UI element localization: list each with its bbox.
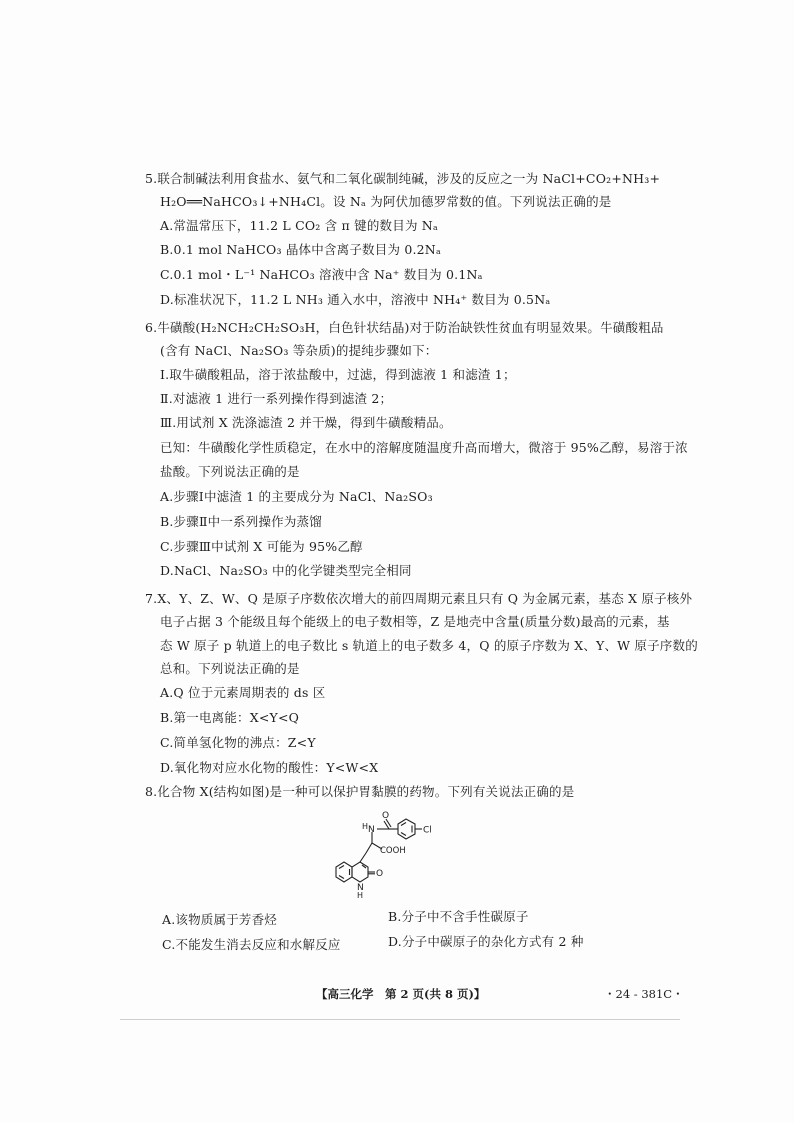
- q6-option-d: D.NaCl、Na₂SO₃ 中的化学键类型完全相同: [160, 563, 412, 578]
- q7-option-c: C.简单氢化物的沸点：Z<Y: [160, 735, 316, 750]
- ring-n-label: N: [357, 883, 364, 893]
- q6-step-2: Ⅱ.对滤液 1 进行一系列操作得到滤渣 2；: [160, 391, 393, 406]
- q6-stem-line1: 6.牛磺酸(H₂NCH₂CH₂SO₃H，白色针状结晶)对于防治缺铁性贫血有明显效果。牛磺酸粗品: [145, 320, 664, 335]
- q6-known-line1: 已知：牛磺酸化学性质稳定，在水中的溶解度随温度升高而增大，微溶于 95%乙醇，易溶于浓: [160, 440, 688, 455]
- page-divider: [120, 1019, 680, 1020]
- amide-h-label: H: [362, 822, 369, 831]
- q6-step-3: Ⅲ.用试剂 X 洗涤滤渣 2 并干燥，得到牛磺酸精品。: [160, 415, 452, 430]
- cooh-label: COOH: [380, 846, 406, 856]
- q5-option-d: D.标准状况下，11.2 L NH₃ 通入水中，溶液中 NH₄⁺ 数目为 0.5Nₐ: [160, 292, 551, 307]
- q6-known-line2: 盐酸。下列说法正确的是: [160, 464, 300, 479]
- q8-stem: 8.化合物 X(结构如图)是一种可以保护胃黏膜的药物。下列有关说法正确的是: [145, 784, 575, 799]
- q7-stem-line2: 电子占据 3 个能级且每个能级上的电子数相等，Z 是地壳中含量(质量分数)最高的元素，基: [160, 614, 670, 629]
- amide-o-label: O: [382, 811, 390, 821]
- cl-atom-label: Cl: [423, 825, 432, 836]
- page-footer-code: ・24 - 381C・: [604, 987, 684, 1001]
- compound-x-structure-diagram: [322, 808, 452, 900]
- q7-option-b: B.第一电离能：X<Y<Q: [160, 710, 300, 725]
- q7-stem-line4: 总和。下列说法正确的是: [160, 661, 300, 676]
- amide-n-label: N: [368, 825, 375, 835]
- q7-option-a: A.Q 位于元素周期表的 ds 区: [160, 685, 326, 700]
- q6-option-c: C.步骤Ⅲ中试剂 X 可能为 95%乙醇: [160, 539, 363, 554]
- q7-option-d: D.氧化物对应水化物的酸性：Y<W<X: [160, 760, 379, 775]
- q5-option-b: B.0.1 mol NaHCO₃ 晶体中含离子数目为 0.2Nₐ: [160, 242, 441, 257]
- q8-option-a: A.该物质属于芳香烃: [162, 912, 278, 927]
- q5-option-c: C.0.1 mol・L⁻¹ NaHCO₃ 溶液中含 Na⁺ 数目为 0.1Nₐ: [160, 267, 483, 282]
- q6-option-b: B.步骤Ⅱ中一系列操作为蒸馏: [160, 514, 322, 529]
- q5-option-a: A.常温常压下，11.2 L CO₂ 含 π 键的数目为 Nₐ: [160, 218, 438, 233]
- ring-h-label: H: [357, 891, 364, 900]
- q7-stem-line3: 态 W 原子 p 轨道上的电子数比 s 轨道上的电子数多 4，Q 的原子序数为 X、Y、W 原子序数的: [160, 638, 698, 653]
- q6-option-a: A.步骤Ⅰ中滤渣 1 的主要成分为 NaCl、Na₂SO₃: [160, 489, 433, 504]
- q6-step-1: Ⅰ.取牛磺酸粗品，溶于浓盐酸中，过滤，得到滤液 1 和滤渣 1；: [160, 367, 516, 382]
- q8-option-b: B.分子中不含手性碳原子: [388, 909, 529, 924]
- q7-stem-line1: 7.X、Y、Z、W、Q 是原子序数依次增大的前四周期元素且只有 Q 为金属元素，基态 X 原子核外: [145, 591, 693, 606]
- q6-stem-line2: (含有 NaCl、Na₂SO₃ 等杂质)的提纯步骤如下：: [160, 343, 438, 358]
- q8-option-c: C.不能发生消去反应和水解反应: [162, 937, 341, 952]
- q8-option-d: D.分子中碳原子的杂化方式有 2 种: [388, 934, 584, 949]
- page-footer-center: 【高三化学 第 2 页(共 8 页)】: [316, 987, 486, 1001]
- ring-o-label: O: [376, 869, 384, 879]
- q5-stem-line1: 5.联合制碱法利用食盐水、氨气和二氧化碳制纯碱，涉及的反应之一为 NaCl+CO₂+NH₃+: [145, 171, 661, 186]
- q5-stem-line2: H₂O══NaHCO₃↓+NH₄Cl。设 Nₐ 为阿伏加德罗常数的值。下列说法正确的是: [160, 194, 612, 209]
